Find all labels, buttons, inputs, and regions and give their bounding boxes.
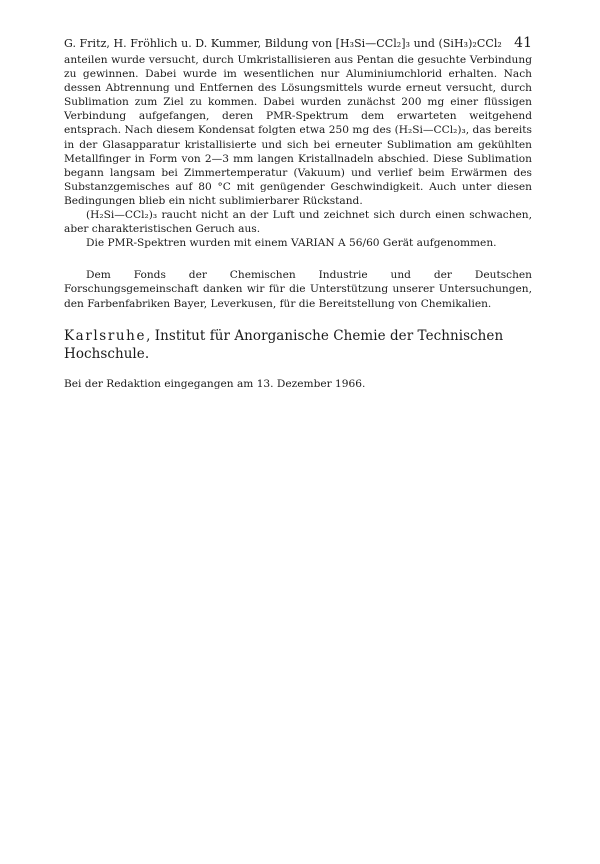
running-title: G. Fritz, H. Fröhlich u. D. Kummer, Bildung von [H₃Si—CCl₂]₃ und (SiH₃)₂CCl₂ bbox=[64, 37, 502, 50]
affiliation-institute: , Institut für Anorganische Chemie der Technischen Hochschule. bbox=[64, 327, 504, 362]
affiliation bbox=[64, 327, 532, 363]
affiliation-place: Karlsruhe bbox=[64, 327, 147, 344]
running-header bbox=[64, 36, 532, 51]
body-text bbox=[64, 53, 532, 250]
acknowledgement: Dem Fonds der Chemischen Industrie und der Deutschen Forschungsgemeinschaft danken wir für die Unterstützung unserer Untersuchungen, den Farbenfabriken Bayer, Leverkusen, für die Bereitstellung von Chemikalien. bbox=[64, 269, 532, 310]
paragraph-continued: anteilen wurde versucht, durch Umkristallisieren aus Pentan die gesuchte Verbindung zu gewinnen. Dabei wurde im wesentlichen nur Aluminiumchlorid erhalten. Nach dessen Abtrennung und Entfernen des Lösungsmittels wurde erneut versucht, durch Sublimation zum Ziel zu kommen. Dabei wurden zunächst 200 mg einer flüssigen Verbindung aufgefangen, deren PMR-Spektrum dem erwarteten weitgehend entsprach. Nach diesem Kondensat folgten etwa 250 mg des (H₂Si—CCl₂)₃, das bereits in der Glasapparatur kristallisierte und sich bei erneuter Sublimation am gekühlten Metallfinger in Form von 2—3 mm langen Kristallnadeln abschied. Diese Sublimation begann langsam bei Zimmertemperatur (Vakuum) und verlief beim Erwärmen des Substanzgemisches auf 80 °C mit genügender Geschwindigkeit. Auch unter diesen Bedingungen blieb ein nicht sublimierbarer Rückstand. bbox=[64, 54, 532, 207]
journal-page bbox=[64, 36, 532, 391]
paragraph-properties: (H₂Si—CCl₂)₃ raucht nicht an der Luft und zeichnet sich durch einen schwachen, aber charakteristischen Geruch aus. bbox=[64, 209, 532, 236]
page-number: 41 bbox=[514, 35, 532, 51]
paragraph-instrument: Die PMR-Spektren wurden mit einem VARIAN A 56/60 Gerät aufgenommen. bbox=[86, 237, 497, 250]
received-date: Bei der Redaktion eingegangen am 13. Dezember 1966. bbox=[64, 377, 366, 390]
